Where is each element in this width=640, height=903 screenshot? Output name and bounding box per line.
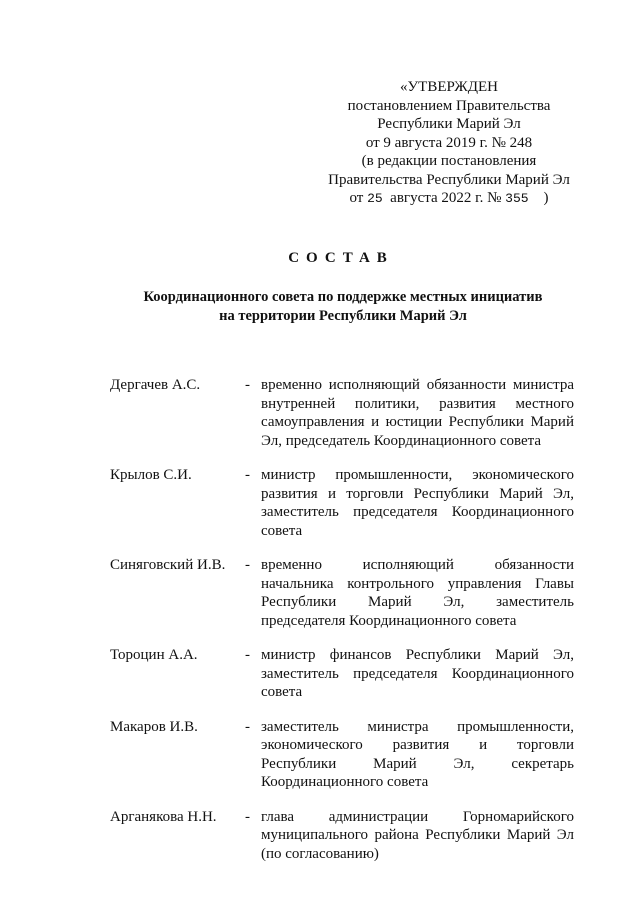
approval-line-revision-date: [318, 189, 580, 209]
member-name: Макаров И.В.: [110, 718, 198, 735]
approval-line-date: от 9 августа 2019 г. № 248: [365, 134, 533, 151]
page-subtitle: [0, 288, 640, 326]
page-title: СОСТАВ: [288, 250, 394, 266]
member-role: глава администрации Горномарийского муниципального района Республики Марий Эл (по согласованию): [261, 808, 574, 862]
revision-suffix: ): [543, 190, 549, 206]
approval-stamp: [318, 78, 580, 209]
member-name: Синяговский И.В.: [110, 557, 226, 573]
member-role: временно исполняющий обязанности министра внутренней политики, развития местного самоуправления и юстиции Республики Марий Эл, председатель Координационного совета: [261, 377, 574, 449]
approval-line-government: Правительства Республики Марий Эл: [328, 171, 570, 188]
approval-line-revision: (в редакции постановления: [361, 153, 537, 169]
member-row: [110, 466, 574, 540]
revision-number: 355: [505, 191, 529, 206]
member-name: Арганякова Н.Н.: [110, 808, 217, 825]
revision-middle: августа 2022 г. №: [390, 190, 502, 206]
member-dash: -: [245, 647, 250, 663]
member-row: [110, 718, 574, 792]
subtitle-line-1: Координационного совета по поддержке местных инициатив: [143, 289, 543, 305]
member-name: Дергачев А.С.: [110, 377, 201, 393]
approval-line-republic: Республики Марий Эл: [377, 116, 521, 132]
revision-day: 25: [367, 191, 383, 206]
revision-prefix: от: [349, 190, 364, 206]
member-dash: -: [245, 557, 250, 573]
member-row: [110, 808, 574, 864]
members-list: [110, 376, 574, 879]
member-row: [110, 556, 574, 630]
member-row: [110, 646, 574, 702]
approval-line-decree: постановлением Правительства: [347, 97, 551, 114]
member-dash: -: [245, 467, 250, 483]
member-role: министр промышленности, экономического развития и торговли Республики Марий Эл, заместитель председателя Координационного совета: [261, 467, 574, 539]
member-role: министр финансов Республики Марий Эл, заместитель председателя Координационного совета: [261, 647, 574, 700]
member-dash: -: [245, 377, 250, 393]
member-name: Тороцин А.А.: [110, 647, 198, 663]
member-dash: -: [245, 808, 250, 825]
approval-line-approved: «УТВЕРЖДЕН: [400, 79, 498, 95]
member-row: [110, 376, 574, 450]
member-dash: -: [245, 718, 250, 735]
member-role: временно исполняющий обязанности начальника контрольного управления Главы Республики Марий Эл, заместитель председателя Координационного совета: [261, 557, 574, 629]
member-name: Крылов С.И.: [110, 467, 192, 483]
member-role: заместитель министра промышленности, экономического развития и торговли Республики Марий Эл, секретарь Координационного совета: [261, 718, 574, 790]
subtitle-line-2: на территории Республики Марий Эл: [219, 308, 467, 324]
